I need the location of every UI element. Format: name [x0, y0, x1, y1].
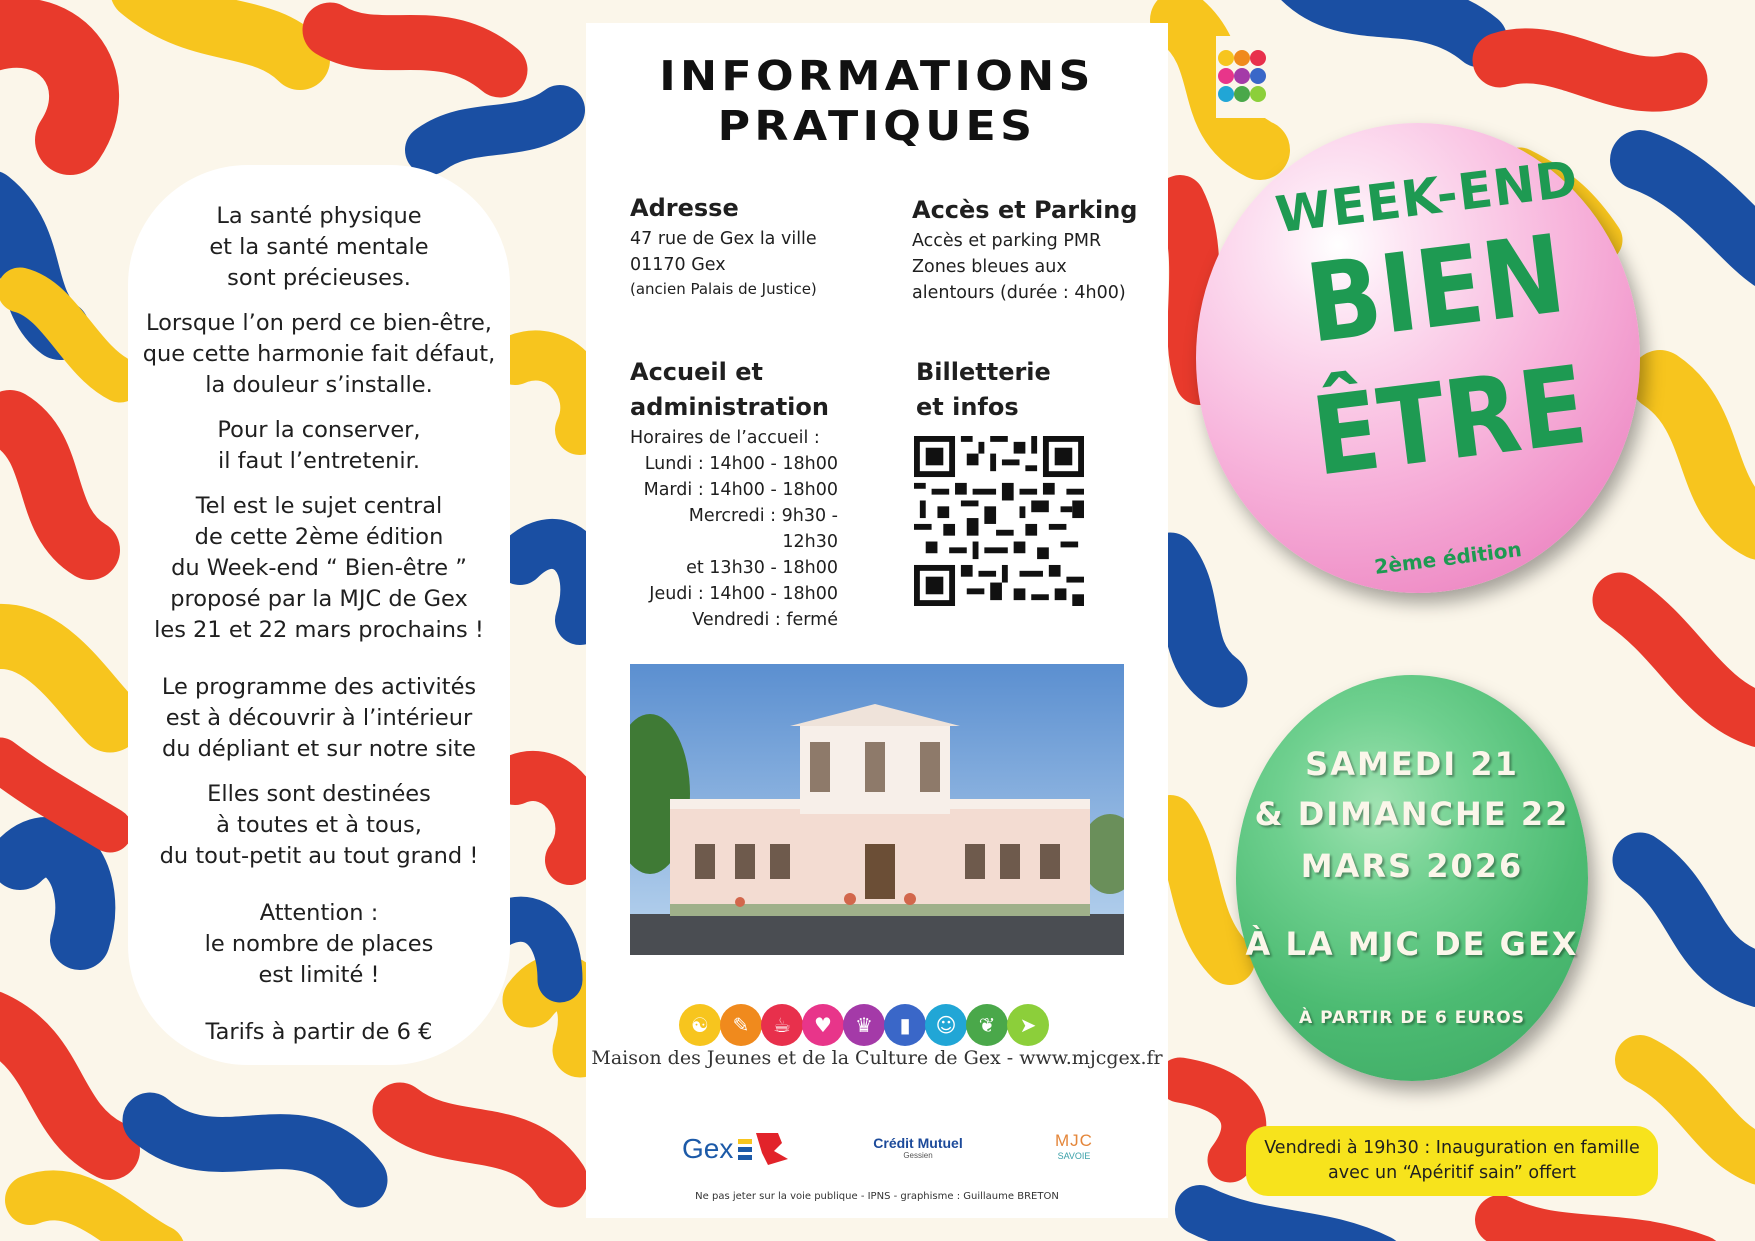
hours-intro: Horaires de l’accueil : [630, 428, 820, 448]
date-line-3: MARS 2026 [1300, 847, 1524, 885]
qr-code-icon[interactable] [914, 436, 1084, 606]
intro-panel [128, 165, 510, 1065]
partner-mjc-sub: SAVOIE [1057, 1151, 1091, 1161]
partner-mjc-savoie-logo [1044, 1113, 1104, 1173]
intro-paragraph-4: Tel est le sujet central de cette 2ème édition du Week-end “ Bien-être ” proposé par la MJC de Gex les 21 et 22 mars prochains ! [154, 493, 484, 643]
svg-text:☕: ☕ [773, 1013, 791, 1037]
svg-text:➤: ➤ [1019, 1013, 1037, 1037]
svg-text:☯: ☯ [691, 1013, 709, 1037]
svg-text:♥: ♥ [814, 1013, 832, 1037]
building-photo [630, 664, 1124, 955]
date-line-2: & DIMANCHE 22 [1254, 795, 1570, 833]
partner-gex-name: Gex [682, 1133, 734, 1164]
price-note: Tarifs à partir de 6 € [205, 1019, 433, 1045]
address-heading: Adresse [630, 194, 739, 222]
partner-gex-logo [682, 1123, 822, 1173]
partner-mjc-name: MJC [1055, 1131, 1093, 1150]
intro-paragraph-3: Pour la conserver, il faut l’entretenir. [217, 417, 421, 474]
edition-label: 2ème édition [1373, 537, 1523, 579]
svg-text:▮: ▮ [899, 1013, 911, 1037]
footer-credits: Ne pas jeter sur la voie publique - IPNS - graphisme : Guillaume BRETON [695, 1191, 1059, 1202]
svg-text:♛: ♛ [855, 1013, 873, 1037]
svg-text:❦: ❦ [978, 1013, 996, 1037]
svg-text:✎: ✎ [732, 1013, 750, 1037]
opening-hours: Lundi : 14h00 - 18h00 Mardi : 14h00 - 18h00 Mercredi : 9h30 - 12h30 et 13h30 - 18h00 Jeudi : 14h00 - 18h00 Vendredi : fermé [643, 454, 838, 630]
address-text: 47 rue de Gex la ville 01170 Gex [630, 229, 817, 275]
accueil-heading: Accueil et administration [630, 358, 829, 421]
weekend-title: WEEK-END [1272, 149, 1582, 245]
mjc-caption: Maison des Jeunes et de la Culture de Gex - www.mjcgex.fr [591, 1047, 1163, 1069]
partner-credit-name: Crédit Mutuel [873, 1135, 963, 1151]
billetterie-heading: Billetterie et infos [916, 358, 1051, 421]
info-panel [586, 23, 1168, 1218]
intro-paragraph-5: Le programme des activités est à découvrir à l’intérieur du dépliant et sur notre site [161, 674, 477, 762]
gex-emblem-icon [738, 1129, 808, 1169]
partner-credit-mutuel-logo [858, 1123, 978, 1173]
access-block [912, 193, 1137, 306]
intro-paragraph-2: Lorsque l’on perd ce bien-être, que cette harmonie fait défaut, la douleur s’installe. [142, 310, 496, 398]
inauguration-banner: Vendredi à 19h30 : Inauguration en famille avec un “Apéritif sain” offert [1246, 1126, 1658, 1196]
etre-title: ÊTRE [1305, 343, 1594, 501]
date-line-1: SAMEDI 21 [1305, 745, 1519, 783]
accueil-block [630, 355, 838, 633]
mjc-logo [678, 1001, 1088, 1049]
mjc-small-logo [1216, 36, 1288, 118]
intro-paragraph-1: La santé physique et la santé mentale sont précieuses. [209, 203, 429, 291]
access-heading: Accès et Parking [912, 196, 1138, 224]
info-title: INFORMATIONS PRATIQUES [659, 52, 1095, 150]
price-line: À PARTIR DE 6 EUROS [1299, 1008, 1525, 1028]
intro-paragraph-6: Elles sont destinées à toutes et à tous, du tout-petit au tout grand ! [159, 781, 479, 869]
intro-paragraph-7: Attention : le nombre de places est limité ! [204, 900, 434, 988]
billetterie-block [916, 355, 1051, 425]
address-note: (ancien Palais de Justice) [630, 280, 817, 298]
access-text: Accès et parking PMR Zones bleues aux alentours (durée : 4h00) [912, 231, 1126, 303]
venue-line: À LA MJC DE GEX [1245, 925, 1579, 963]
partner-credit-sub: Gessien [903, 1151, 933, 1160]
bien-title: BIEN [1299, 212, 1572, 368]
svg-text:☺: ☺ [935, 1013, 957, 1037]
address-block [630, 191, 817, 300]
